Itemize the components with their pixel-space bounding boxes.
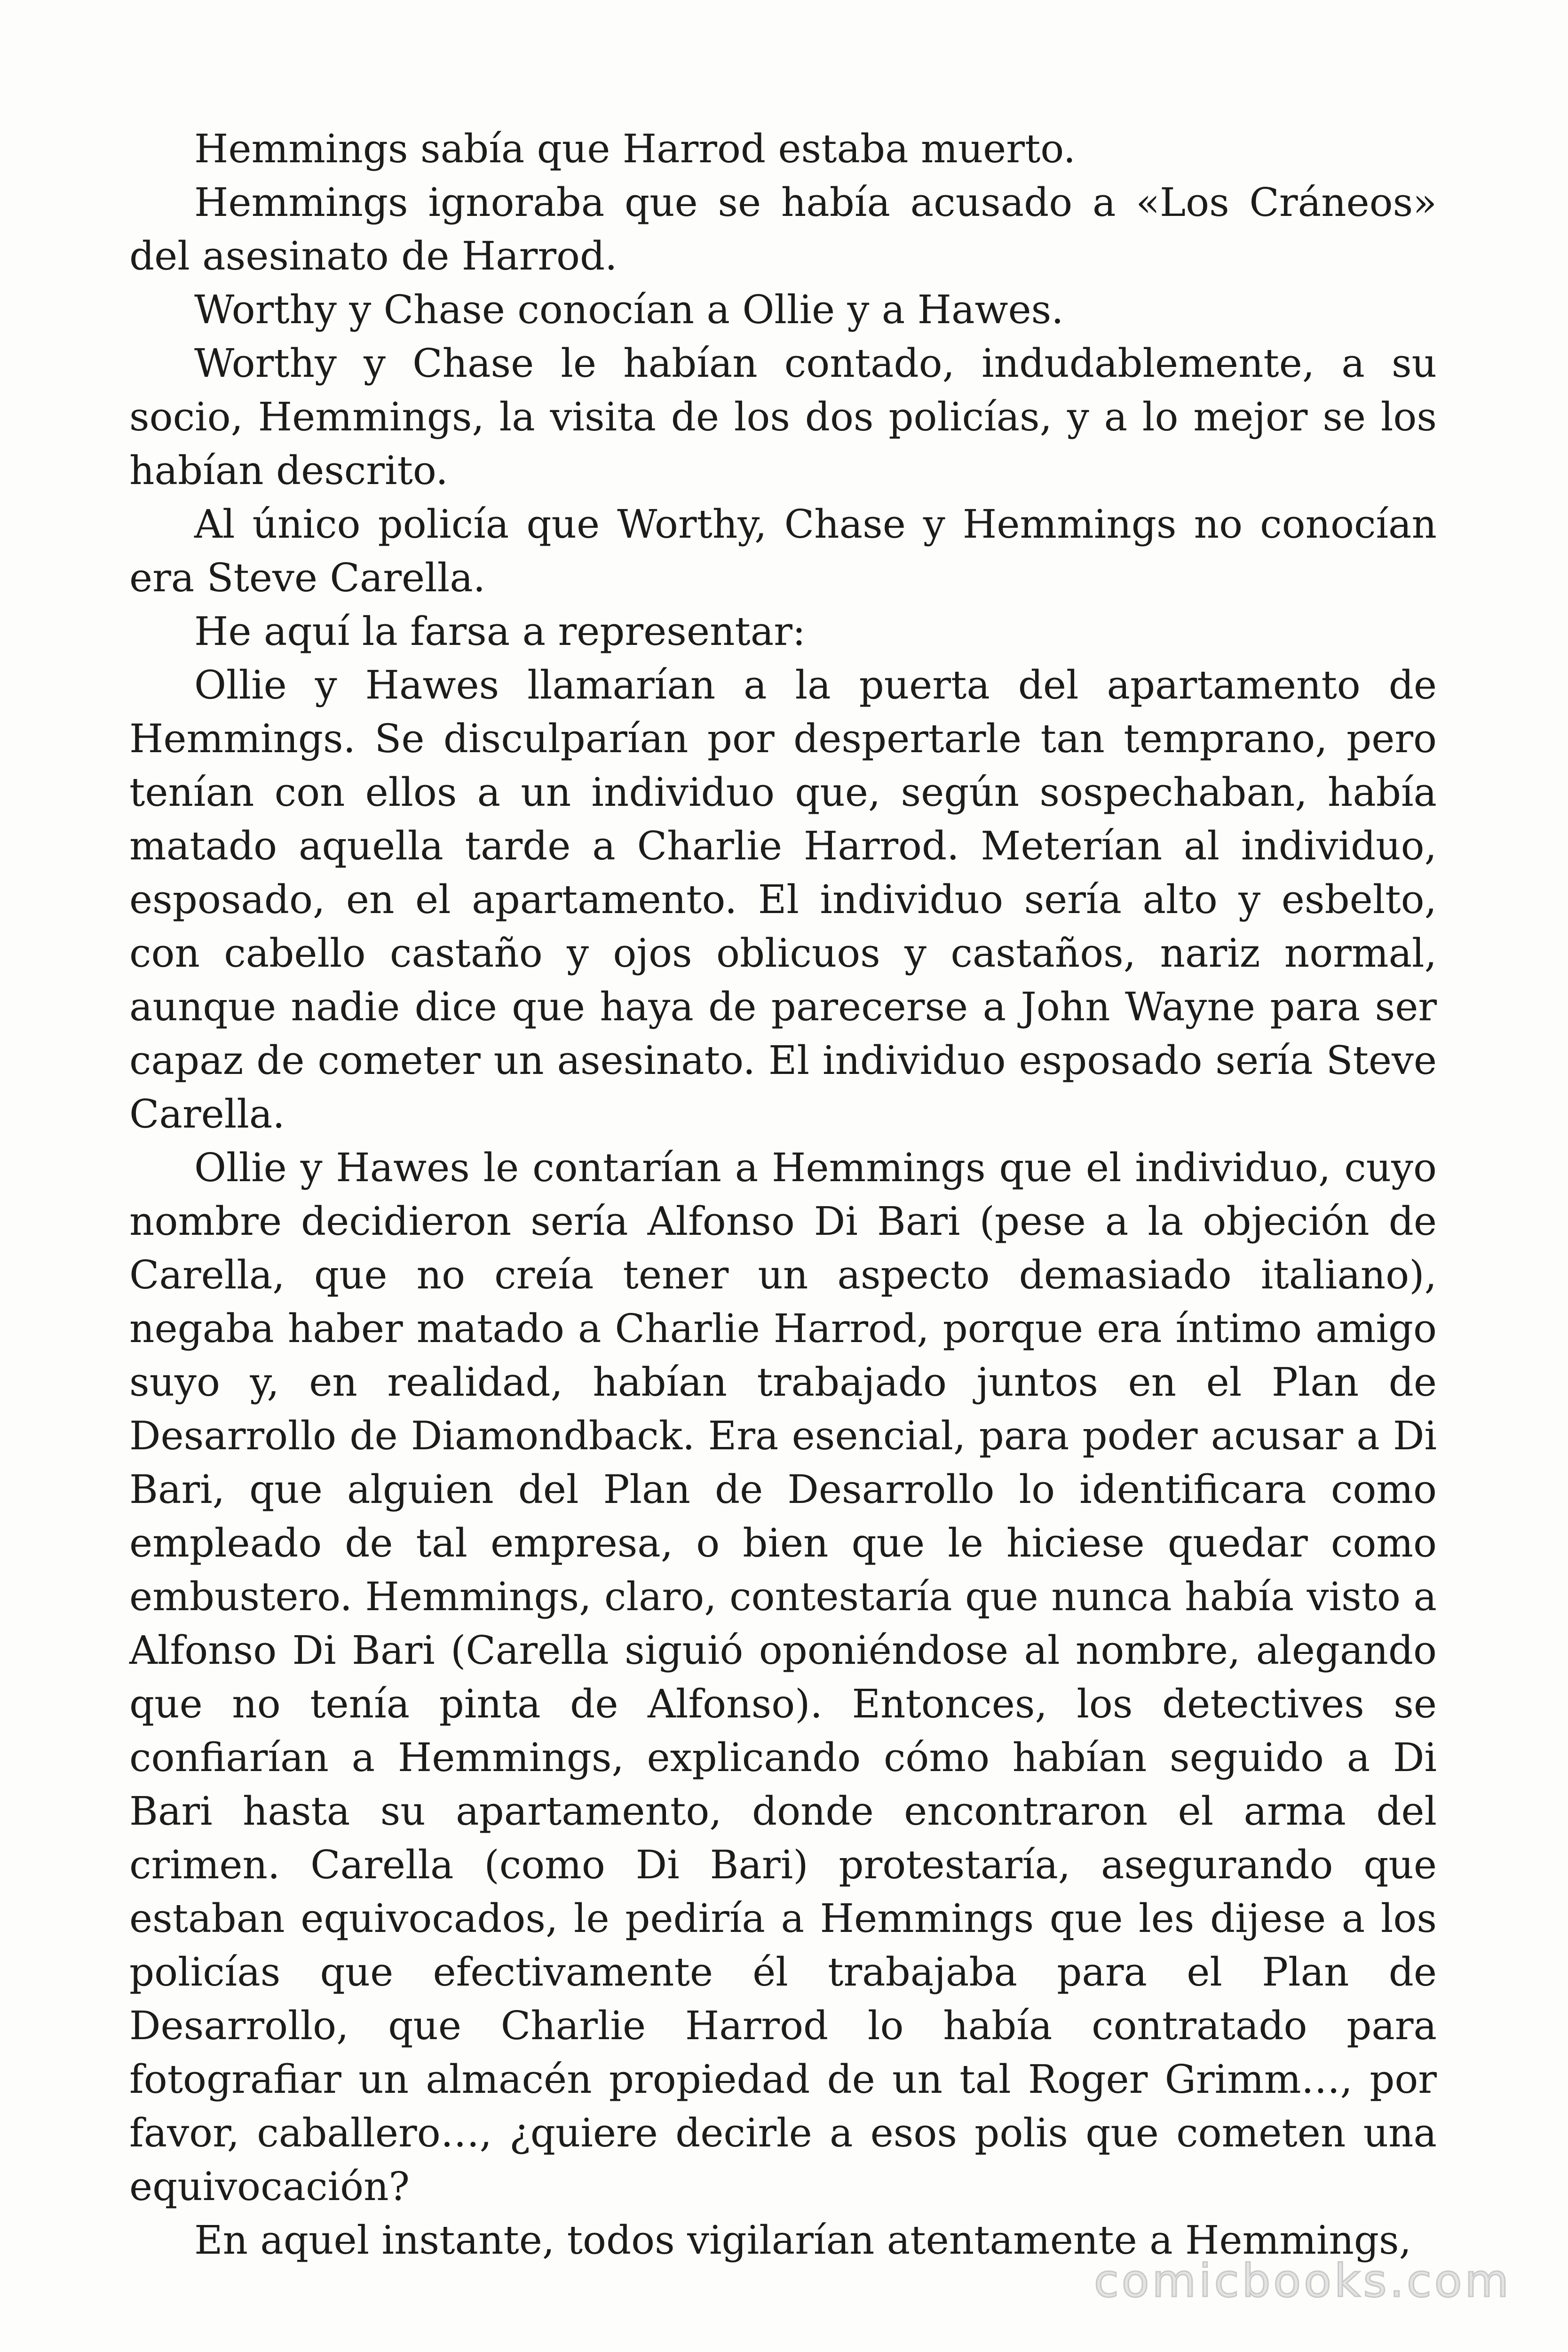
paragraph: Ollie y Hawes llamarían a la puerta del apartamento de Hemmings. Se disculparían por despertarle tan temprano, pero tenían con ellos a un individuo que, según sospechaban, había matado aquella tarde a Charlie Harrod. Meterían al individuo, esposado, en el apartamento. El individuo sería alto y esbelto, con cabello castaño y ojos oblicuos y castaños, nariz normal, aunque nadie dice que haya de parecerse a John Wayne para ser capaz de cometer un asesinato. El individuo esposado sería Steve Carella. (129, 662, 1437, 1137)
watermark: comicbooks.com (1093, 2255, 1512, 2307)
paragraph: Worthy y Chase le habían contado, indudablemente, a su socio, Hemmings, la visita de los dos policías, y a lo mejor se los habían descrito. (129, 341, 1437, 493)
page-body (129, 122, 1437, 2267)
paragraph: Al único policía que Worthy, Chase y Hemmings no conocían era Steve Carella. (129, 501, 1437, 601)
paragraph: En aquel instante, todos vigilarían atentamente a Hemmings, (194, 2217, 1412, 2263)
paragraph: Worthy y Chase conocían a Ollie y a Hawes. (194, 287, 1064, 333)
paragraph: Ollie y Hawes le contarían a Hemmings que el individuo, cuyo nombre decidieron sería Alfonso Di Bari (pese a la objeción de Carella, que no creía tener un aspecto demasiado italiano), negaba haber matado a Charlie Harrod, porque era íntimo amigo suyo y, en realidad, habían trabajado juntos en el Plan de Desarrollo de Diamondback. Era esencial, para poder acusar a Di Bari, que alguien del Plan de Desarrollo lo identificara como empleado de tal empresa, o bien que le hiciese quedar como embustero. Hemmings, claro, contestaría que nunca había visto a Alfonso Di Bari (Carella siguió oponiéndose al nombre, alegando que no tenía pinta de Alfonso). Entonces, los detectives se confiarían a Hemmings, explicando cómo habían seguido a Di Bari hasta su apartamento, donde encontraron el arma del crimen. Carella (como Di Bari) protestaría, asegurando que estaban equivocados, le pediría a Hemmings que les dijese a los policías que efectivamente él trabajaba para el Plan de Desarrollo, que Charlie Harrod lo había contratado para fotografiar un almacén propiedad de un tal Roger Grimm…, por favor, caballero…, ¿quiere decirle a esos polis que cometen una equivocación? (129, 1145, 1437, 2209)
paragraph: Hemmings ignoraba que se había acusado a «Los Cráneos» del asesinato de Harrod. (129, 180, 1437, 279)
paragraph: Hemmings sabía que Harrod estaba muerto. (194, 126, 1076, 172)
paragraph: He aquí la farsa a representar: (194, 609, 806, 654)
